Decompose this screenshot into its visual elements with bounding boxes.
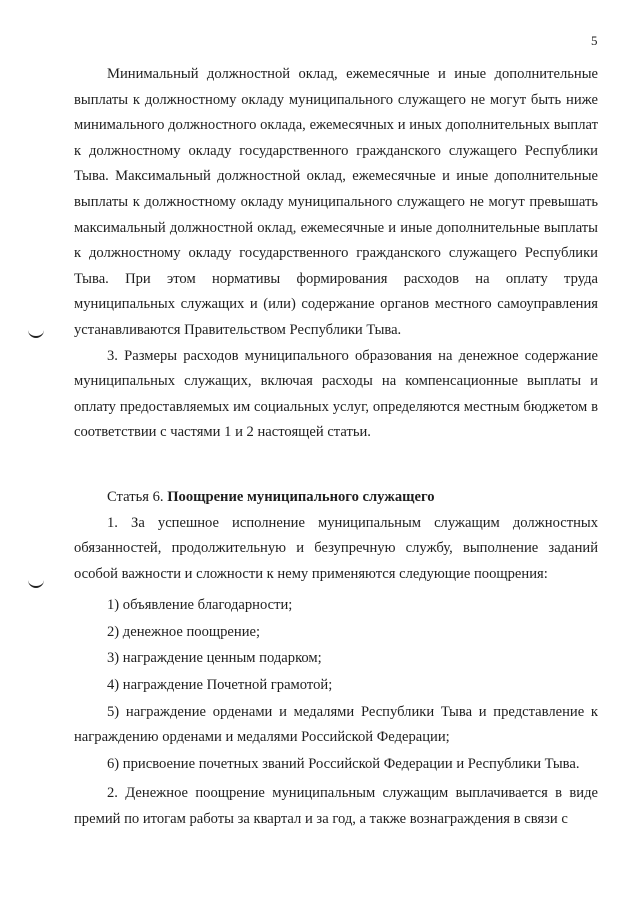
paragraph-incentives-intro: 1. За успешное исполнение муниципальным служащим должностных обязанностей, продолжительную и безупречную службу, выполнение заданий особой важности и сложности к нему применяются следующие поощрения: [74, 514, 598, 582]
list-item: 5) награждение орденами и медалями Республики Тыва и представление к награждению орденами и медалями Российской Федерации; [74, 703, 598, 746]
list-item: 4) награждение Почетной грамотой; [107, 677, 333, 694]
paragraph-expenses: 3. Размеры расходов муниципального образования на денежное содержание муниципальных служащих, включая расходы на компенсационные выплаты и оплату предоставляемых им социальных услуг, определяются местным бюджетом в соответствии с частями 1 и 2 настоящей статьи. [74, 347, 598, 441]
list-item: 6) присвоение почетных званий Российской Федерации и Республики Тыва. [107, 755, 580, 772]
page-number: 5 [591, 33, 598, 48]
document-body [74, 62, 598, 833]
binder-mark [28, 578, 44, 588]
article-heading [74, 485, 598, 511]
list-item: 3) награждение ценным подарком; [107, 650, 322, 667]
article-number: Статья 6. [107, 488, 168, 505]
article-title: Поощрение муниципального служащего [167, 488, 435, 505]
paragraph-salary-limits: Минимальный должностной оклад, ежемесячные и иные дополнительные выплаты к должностному окладу муниципального служащего не могут быть ниже минимального должностного оклада, ежемесячных и иных дополнительных выплат к должностному окладу государственного гражданского служащего Республики Тыва. Максимальный должностной оклад, ежемесячные и иные дополнительные выплаты к должностному окладу муниципального служащего не могут превышать максимальный должностной оклад, ежемесячные и иные дополнительные выплаты к должностному окладу государственного гражданского служащего Республики Тыва. При этом нормативы формирования расходов на оплату труда муниципальных служащих и (или) содержание органов местного самоуправления устанавливаются Правительством Республики Тыва. [74, 66, 598, 338]
list-item: 1) объявление благодарности; [107, 597, 293, 614]
paragraph-monetary-incentive: 2. Денежное поощрение муниципальным служащим выплачивается в виде премий по итогам работы за квартал и за год, а также вознаграждения в связи с [74, 785, 598, 828]
list-item: 2) денежное поощрение; [107, 623, 261, 640]
binder-mark [28, 328, 44, 338]
